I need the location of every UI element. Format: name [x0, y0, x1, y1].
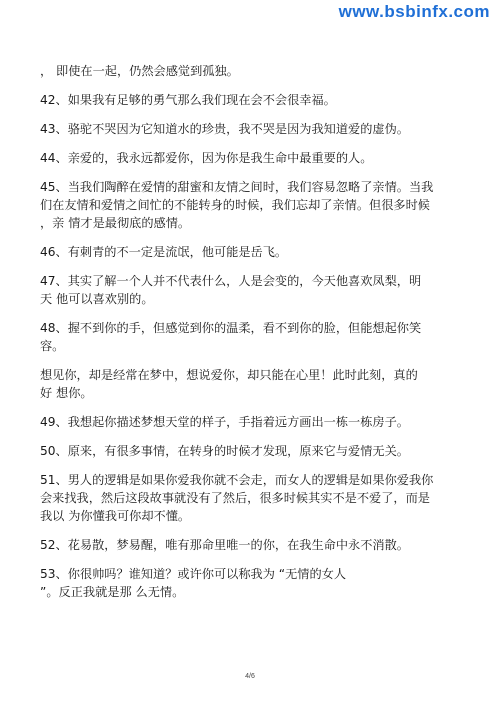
text-line: 46、有刺青的不一定是流氓，他可能是岳飞。	[40, 245, 288, 259]
paragraph	[40, 149, 455, 167]
text-line: 49、我想起你描述梦想天堂的样子，手指着远方画出一栋一栋房子。	[40, 415, 409, 429]
watermark: www.bsbinfx.com	[338, 2, 490, 21]
paragraph	[40, 471, 455, 525]
text-line: 50、原来，有很多事情，在转身的时候才发现，原来它与爱情无关。	[40, 444, 409, 458]
text-line: ， 即使在一起，仍然会感觉到孤独。	[40, 64, 239, 78]
text-line: 好 想你。	[40, 386, 93, 400]
paragraph	[40, 120, 455, 138]
text-line: 我以 为你懂我可你却不懂。	[40, 509, 191, 523]
text-line: 53、你很帅吗？谁知道？或许你可以称我为 “无情的女人	[40, 567, 347, 581]
paragraph	[40, 565, 455, 601]
paragraph	[40, 366, 455, 402]
text-line: 想见你，却是经常在梦中，想说爱你，却只能在心里！此时此刻，真的	[40, 368, 418, 382]
document-body	[40, 62, 455, 612]
text-line: 容。	[40, 339, 65, 353]
text-line: 们在友情和爱情之间忙的不能转身的时候，我们忘却了亲情。但很多时候	[40, 198, 430, 212]
text-line: 44、亲爱的，我永远都爱你，因为你是我生命中最重要的人。	[40, 151, 373, 165]
text-line: 52、花易散，梦易醒，唯有那命里唯一的你，在我生命中永不消散。	[40, 538, 409, 552]
text-line: 51、男人的逻辑是如果你爱我你就不会走，而女人的逻辑是如果你爱我你	[40, 473, 434, 487]
page-number: 4/6	[245, 673, 255, 680]
text-line: ，亲 情才是最彻底的感情。	[40, 216, 191, 230]
paragraph	[40, 62, 455, 80]
paragraph	[40, 243, 455, 261]
paragraph	[40, 413, 455, 431]
text-line: 天 他可以喜欢别的。	[40, 292, 154, 306]
text-line: 48、握不到你的手，但感觉到你的温柔，看不到你的脸，但能想起你笑	[40, 321, 422, 335]
paragraph	[40, 178, 455, 232]
text-line: 43、骆驼不哭因为它知道水的珍贵，我不哭是因为我知道爱的虚伪。	[40, 122, 409, 136]
text-line: 会来找我，然后这段故事就没有了然后，很多时候其实不是不爱了，而是	[40, 491, 430, 505]
paragraph	[40, 536, 455, 554]
paragraph	[40, 272, 455, 308]
paragraph	[40, 319, 455, 355]
text-line: 45、当我们陶醉在爱情的甜蜜和友情之间时，我们容易忽略了亲情。当我	[40, 180, 434, 194]
text-line: ”。反正我就是那 么无情。	[40, 585, 185, 599]
text-line: 47、其实了解一个人并不代表什么，人是会变的，今天他喜欢凤梨，明	[40, 274, 422, 288]
paragraph	[40, 442, 455, 460]
paragraph	[40, 91, 455, 109]
text-line: 42、如果我有足够的勇气那么我们现在会不会很幸福。	[40, 93, 336, 107]
